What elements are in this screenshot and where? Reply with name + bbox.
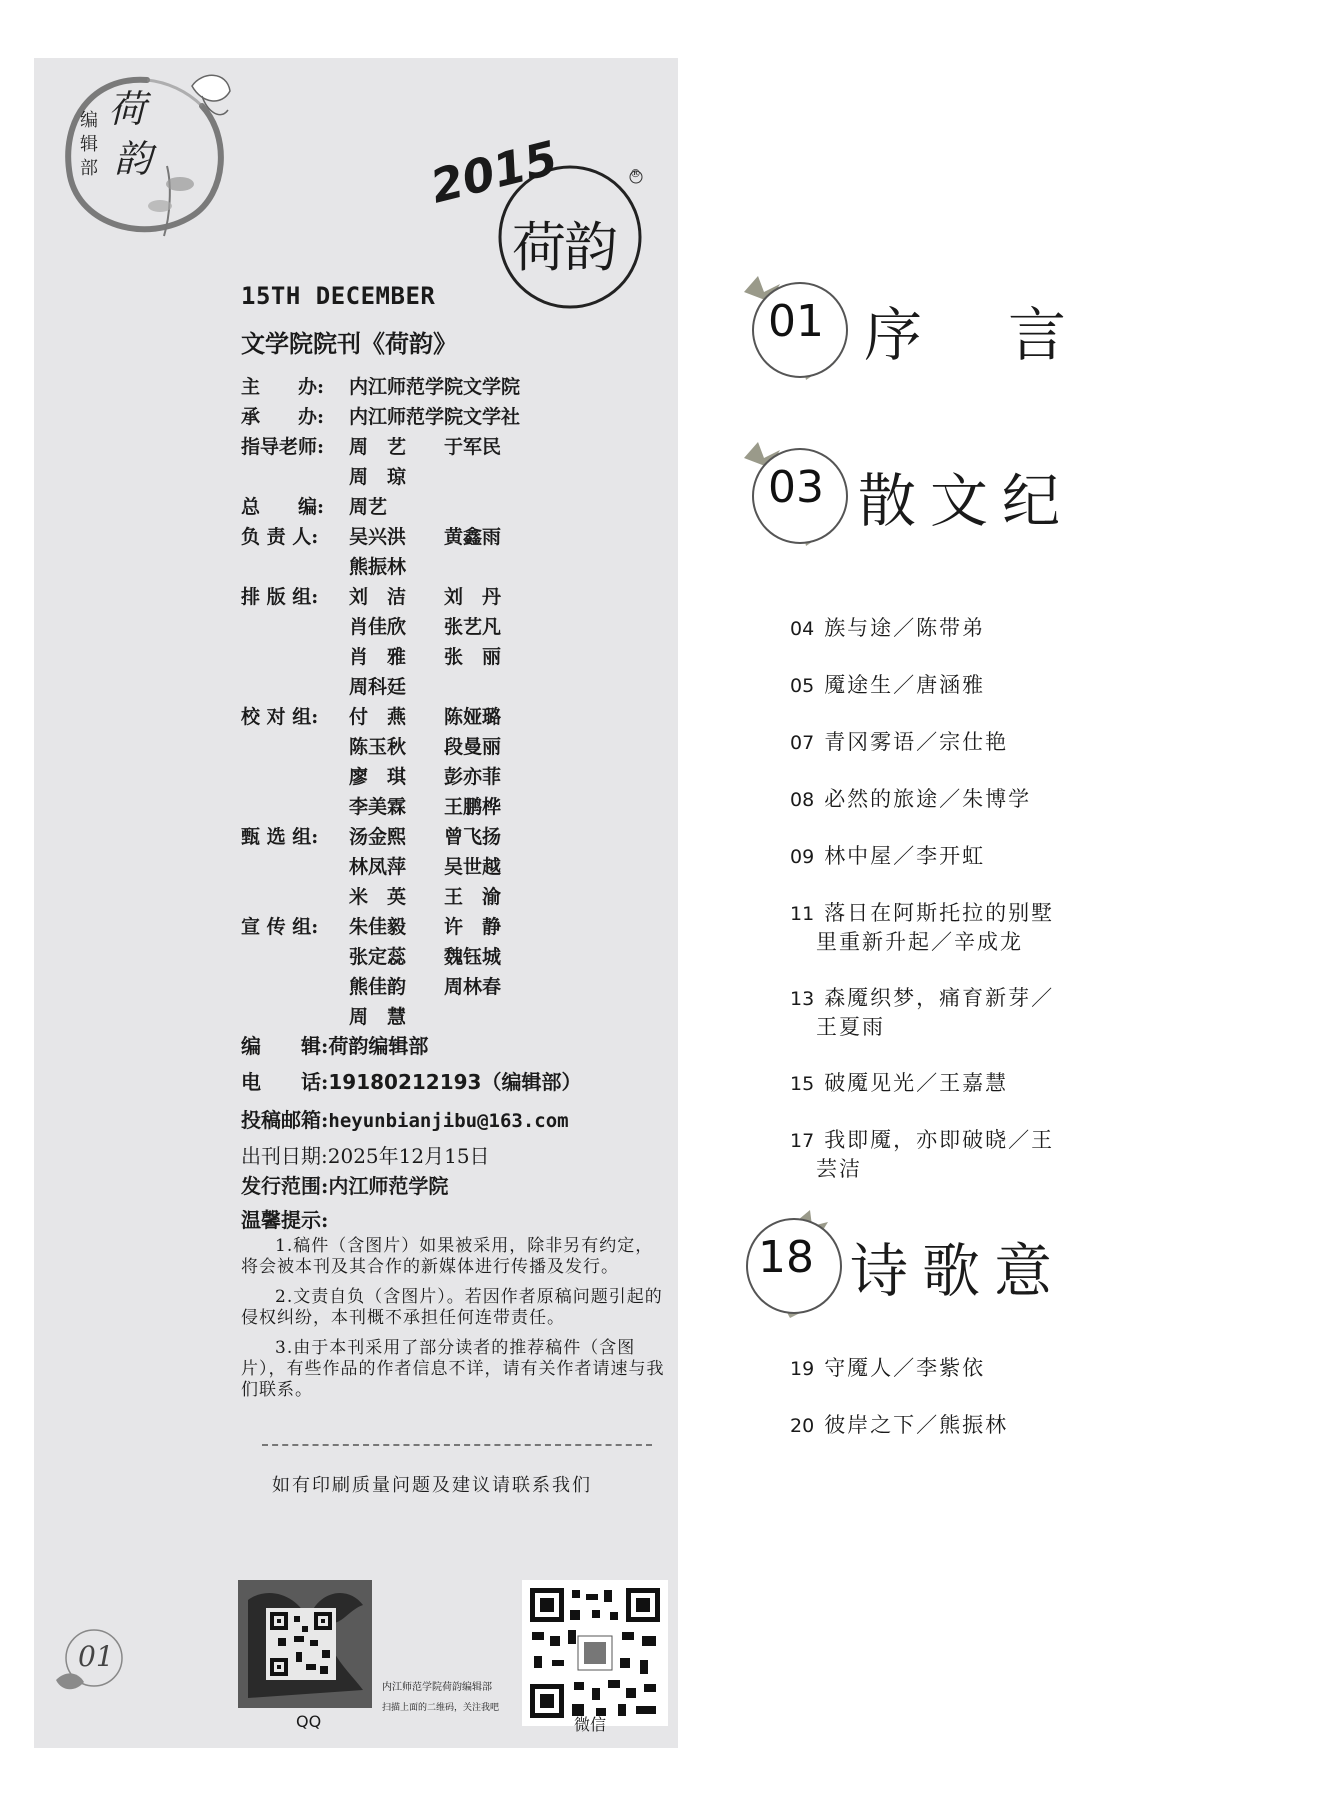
tips-body (241, 1236, 671, 1410)
tip-item: 1.稿件（含图片）如果被采用，除非另有约定，将会被本刊及其合作的新媒体进行传播及发行。 (241, 1236, 654, 1277)
staff-names: 朱佳毅 许 静 (349, 916, 502, 938)
staff-names: 内江师范学院文学社 (349, 406, 521, 428)
seal-char-bian: 编 (80, 110, 98, 131)
section-number: 03 (768, 462, 824, 513)
toc-entry-title: 落日在阿斯托拉的别墅 (824, 901, 1055, 925)
scope-line (241, 1170, 448, 1199)
toc-entry[interactable] (790, 1126, 1090, 1183)
pubdate-value: 2025年12月15日 (327, 1144, 490, 1168)
phone-value: 19180212193（编辑部） (328, 1070, 582, 1094)
qq-note-2: 扫描上面的二维码，关注我吧 (382, 1703, 500, 1713)
qq-note-1: 内江师范学院荷韵编辑部 (382, 1682, 492, 1693)
toc-page-number: 19 (790, 1358, 815, 1380)
staff-names: 李美霖 王鹏桦 (349, 796, 502, 818)
toc-page-number: 11 (790, 903, 815, 925)
staff-row (241, 402, 681, 432)
wechat-qr-image (522, 1580, 668, 1726)
toc-page-number: 08 (790, 789, 815, 811)
staff-row (241, 912, 681, 1032)
staff-names: 周 慧 (349, 1006, 407, 1028)
section-title: 诗歌意 (850, 1237, 1067, 1305)
staff-names: 汤金熙 曾飞扬 (349, 826, 502, 848)
staff-names: 周 艺 于军民 (349, 436, 502, 458)
toc-page-number: 17 (790, 1130, 815, 1152)
editor-value: 荷韵编辑部 (328, 1034, 429, 1058)
toc-entry-title-cont: 王夏雨 (816, 1015, 885, 1039)
staff-row (241, 822, 681, 912)
qq-qr-image (238, 1580, 372, 1708)
editorial-seal (52, 66, 242, 246)
page-number-badge (48, 1620, 130, 1702)
toc-page-number: 20 (790, 1415, 815, 1437)
staff-row (241, 522, 681, 582)
journal-title: 文学院院刊《荷韵》 (241, 330, 457, 358)
staff-list (241, 372, 681, 1032)
staff-label: 校 对 组: (241, 706, 319, 728)
toc-entry[interactable] (790, 842, 1090, 871)
staff-names: 陈玉秋 段曼丽 (349, 736, 502, 758)
toc-entry-title: 我即魇，亦即破晓／王 (824, 1128, 1055, 1152)
staff-label: 宣 传 组: (241, 916, 319, 938)
staff-names: 肖佳欣 张艺凡 (349, 616, 502, 638)
staff-names: 张定蕊 魏钰城 (349, 946, 502, 968)
email-label: 投稿邮箱: (241, 1108, 329, 1132)
toc-entry[interactable] (790, 1354, 1090, 1383)
toc-page-number: 07 (790, 732, 815, 754)
toc-entry-title: 森魇织梦，痛育新芽／ (824, 986, 1055, 1010)
issue-date-en: 15TH DECEMBER (241, 282, 436, 310)
staff-names: 付 燕 陈娅璐 (349, 706, 502, 728)
staff-label: 负 责 人: (241, 526, 319, 548)
staff-row (241, 492, 681, 522)
staff-names: 周科廷 (349, 676, 407, 698)
dashed-divider (262, 1444, 652, 1446)
toc-entry[interactable] (790, 785, 1090, 814)
section-number: 18 (758, 1232, 814, 1283)
toc-entry[interactable] (790, 614, 1090, 643)
staff-names: 刘 洁 刘 丹 (349, 586, 502, 608)
staff-names: 吴兴洪 黄鑫雨 (349, 526, 502, 548)
toc-entry[interactable] (790, 1411, 1090, 1440)
toc-entry[interactable] (790, 1069, 1090, 1098)
scope-value: 内江师范学院 (328, 1174, 449, 1198)
toc-entry-title: 魇途生／唐涵雅 (824, 673, 986, 697)
tip-item: 2.文责自负（含图片）。若因作者原稿问题引起的侵权纠纷，本刊概不承担任何连带责任。 (241, 1287, 663, 1328)
phone-line (241, 1066, 581, 1095)
staff-names: 林凤萍 吴世越 (349, 856, 502, 878)
staff-names: 内江师范学院文学院 (349, 376, 521, 398)
tips-title: 温馨提示: (241, 1208, 329, 1232)
phone-label: 电 话: (241, 1070, 329, 1094)
section-title: 散文纪 (858, 467, 1075, 535)
staff-names: 熊佳韵 周林春 (349, 976, 502, 998)
toc-entry-title: 林中屋／李开虹 (824, 844, 986, 868)
staff-label: 排 版 组: (241, 586, 319, 608)
logo-year: 2015 (425, 130, 563, 214)
toc-entry-title-cont: 芸洁 (816, 1157, 862, 1181)
staff-names: 肖 雅 张 丽 (349, 646, 502, 668)
section-number: 01 (768, 296, 824, 347)
toc-entry[interactable] (790, 984, 1090, 1041)
staff-names: 廖 琪 彭亦菲 (349, 766, 502, 788)
editor-line (241, 1030, 428, 1059)
staff-row (241, 582, 681, 702)
staff-label: 主 办: (241, 376, 325, 398)
page-number: 01 (78, 1640, 114, 1673)
tip-item: 3.由于本刊采用了部分读者的推荐稿件（含图片），有些作品的作者信息不详，请有关作者请速与我们联系。 (241, 1338, 665, 1400)
seal-char-bu: 部 (80, 158, 98, 179)
toc-entry-title: 必然的旅途／朱博学 (824, 787, 1032, 811)
toc-page-number: 05 (790, 675, 815, 697)
staff-label: 甄 选 组: (241, 826, 319, 848)
staff-row (241, 702, 681, 822)
staff-names: 周艺 (349, 496, 388, 518)
toc-page-number: 15 (790, 1073, 815, 1095)
seal-char-he: 荷 (108, 87, 147, 131)
toc-entry-title: 破魇见光／王嘉慧 (824, 1071, 1009, 1095)
toc-entry-title-cont: 里重新升起／辛成龙 (816, 930, 1023, 954)
staff-names: 熊振林 (349, 556, 407, 578)
toc-entry[interactable] (790, 728, 1090, 757)
toc-page-number: 04 (790, 618, 815, 640)
pubdate-line (241, 1140, 490, 1169)
editor-label: 编 辑: (241, 1034, 329, 1058)
toc-entry-title: 守魇人／李紫依 (824, 1356, 986, 1380)
staff-row (241, 372, 681, 402)
staff-label: 总 编: (241, 496, 325, 518)
print-quality-note: 如有印刷质量问题及建议请联系我们 (272, 1475, 592, 1496)
section-title: 序 言 (864, 301, 1081, 369)
toc-entry-title: 族与途／陈带弟 (824, 616, 986, 640)
staff-label: 承 办: (241, 406, 325, 428)
qq-caption: QQ (296, 1712, 322, 1731)
staff-names: 周 琼 (349, 466, 407, 488)
staff-names: 米 英 王 渝 (349, 886, 502, 908)
staff-row (241, 432, 681, 492)
toc-entry[interactable] (790, 671, 1090, 700)
scope-label: 发行范围: (241, 1174, 329, 1198)
wechat-qr-block (522, 1580, 668, 1726)
seal-char-yun: 韵 (114, 137, 153, 181)
toc-entry-title: 彼岸之下／熊振林 (824, 1413, 1009, 1437)
toc-entry[interactable] (790, 899, 1090, 956)
staff-label: 指导老师: (241, 436, 325, 458)
wechat-caption: 微信 (574, 1715, 607, 1734)
seal-char-ji: 辑 (80, 134, 98, 155)
toc-entry-title: 青冈雾语／宗仕艳 (824, 730, 1009, 754)
logo-name: 荷韵 (512, 216, 616, 279)
pubdate-label: 出刊日期: (241, 1144, 328, 1168)
qq-qr-block (238, 1580, 372, 1708)
email-line (241, 1104, 569, 1133)
logo-registered: ® (630, 167, 641, 180)
toc-page-number: 09 (790, 846, 815, 868)
toc-page-number: 13 (790, 988, 815, 1010)
journal-logo (420, 125, 660, 315)
email-value: heyunbianjibu@163.com (328, 1110, 569, 1132)
